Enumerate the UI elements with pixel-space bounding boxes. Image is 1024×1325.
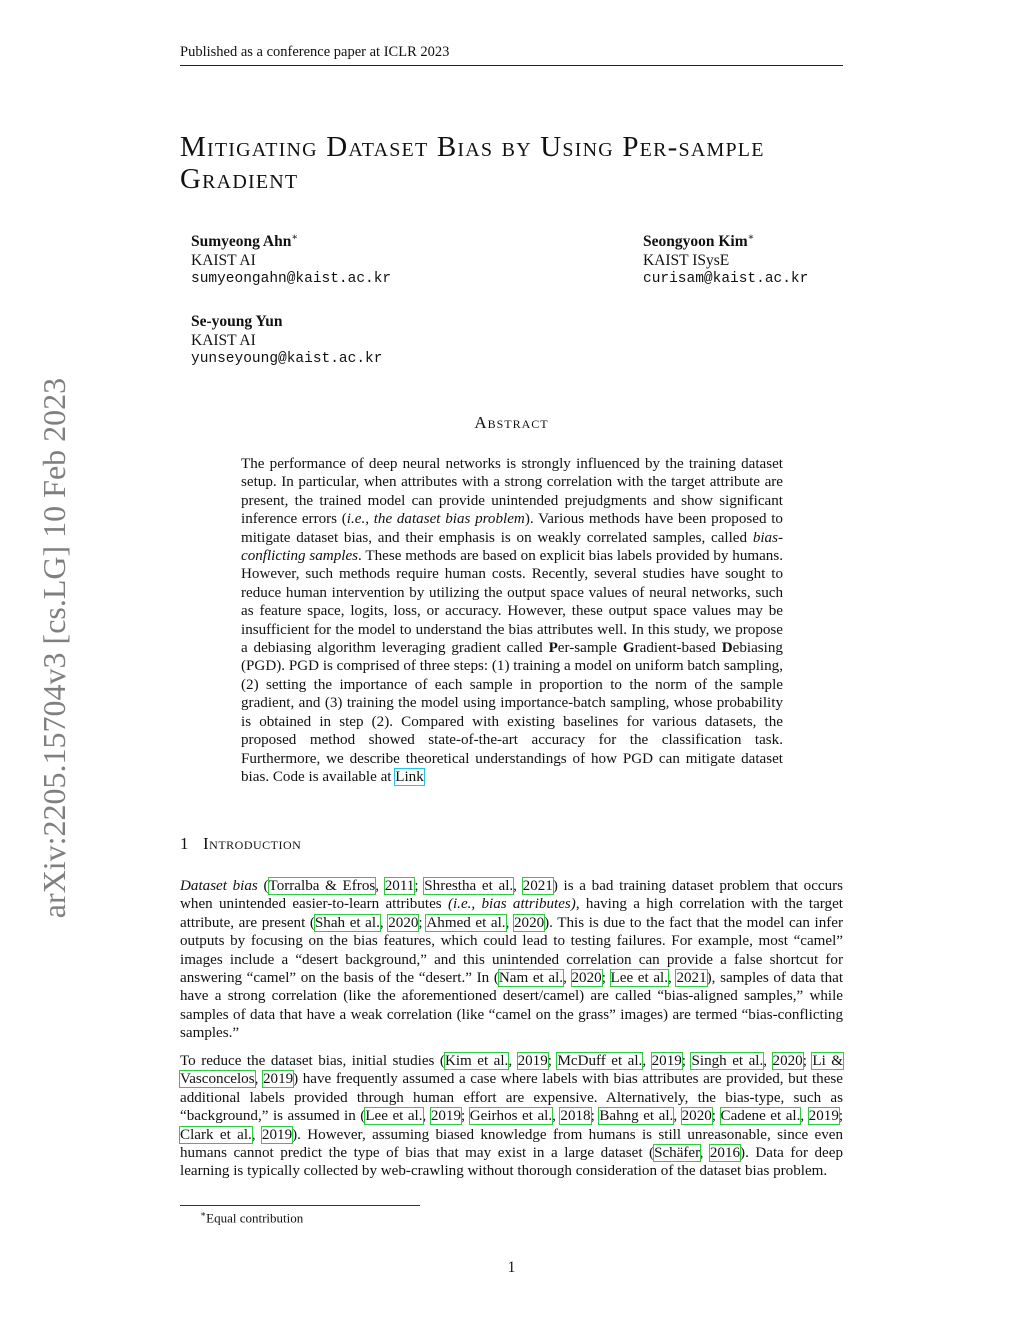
citation-link[interactable]: 2011 — [384, 878, 415, 894]
citation-link[interactable]: 2020 — [513, 914, 545, 931]
equal-contribution-mark: ∗ — [747, 232, 755, 243]
citation-link[interactable]: 2021 — [522, 878, 553, 894]
citation-link[interactable]: 2019 — [430, 1108, 462, 1125]
title-line-2: Gradient — [180, 163, 299, 195]
citation-link[interactable]: Li & Vasconcelos — [180, 1053, 844, 1088]
equal-contribution-mark: ∗ — [291, 232, 299, 243]
footnote-text: Equal contribution — [206, 1210, 304, 1226]
citation-link[interactable]: Shrestha et al. — [424, 878, 514, 894]
citation-link[interactable]: 2020 — [388, 914, 419, 931]
citation-link[interactable]: 2021 — [676, 970, 707, 987]
running-header: Published as a conference paper at ICLR 2023 — [180, 44, 450, 60]
citation-link[interactable]: Lee et al. — [610, 970, 669, 987]
paper-title — [180, 131, 860, 195]
citation-link[interactable]: Schäfer — [654, 1145, 700, 1162]
footnote-rule — [180, 1205, 420, 1206]
citation-link[interactable]: 2019 — [517, 1053, 548, 1069]
page-number: 1 — [507, 1259, 516, 1276]
intro-paragraph-1: Dataset bias (Torralba & Efros, 2011; Shrestha et al., 2021) is a bad training dataset problem that occurs when unintended easier-to-learn attributes (i.e., bias attributes), having a high correlation with the target attribute, are present (Shah et al., 2020; Ahmed et al., 2020). This is due to the fact that the model can infer outputs by focusing on the bias features, which could lead to testing failures. For example, most “camel” images include a “desert background,” and this unintended correlation can provide a false shortcut for answering “camel” on the basis of the “desert.” In (Nam et al., 2020; Lee et al., 2021), samples of data that have a strong correlation (like the aforementioned desert/camel) are called “bias-aligned samples,” while samples of data that have a weak correlation (like “camel on the grass” images) are termed “bias-conflicting samples.” — [180, 878, 844, 1042]
section-title: Introduction — [203, 834, 302, 853]
title-line-1: Mitigating Dataset Bias by Using Per-sample — [180, 131, 765, 163]
citation-link[interactable]: 2020 — [681, 1108, 712, 1125]
citation-link[interactable]: Nam et al. — [498, 970, 564, 987]
citation-link[interactable]: Kim et al. — [444, 1053, 509, 1069]
author-email[interactable]: curisam@kaist.ac.kr — [643, 271, 809, 288]
citation-link[interactable]: Shah et al. — [314, 914, 380, 931]
citation-link[interactable]: Torralba & Efros — [268, 878, 376, 894]
citation-link[interactable]: 2020 — [571, 970, 602, 987]
citation-link[interactable]: 2019 — [261, 1126, 293, 1143]
citation-link[interactable]: 2020 — [772, 1053, 803, 1069]
author-affiliation: KAIST ISysE — [643, 252, 730, 270]
intro-paragraph-2: To reduce the dataset bias, initial studies (Kim et al., 2019; McDuff et al., 2019; Singh et al., 2020; Li & Vasconcelos, 2019) have frequently assumed a case where labels with bias attributes are provided, but these additional labels provided through human effort are expensive. Alternatively, the bias-type, such as “background,” is assumed in (Lee et al., 2019; Geirhos et al., 2018; Bahng et al., 2020; Cadene et al., 2019; Clark et al., 2019). However, assuming biased knowledge from humans is still unreasonable, since even humans cannot predict the type of bias that may exist in a large dataset (Schäfer, 2016). Data for deep learning is typically collected by web-crawling without thorough consideration of the dataset bias problem. — [180, 1053, 844, 1180]
citation-link[interactable]: 2019 — [808, 1108, 839, 1125]
citation-link[interactable]: Bahng et al. — [599, 1108, 674, 1125]
citation-link[interactable]: Ahmed et al. — [426, 914, 506, 931]
citation-link[interactable]: Singh et al. — [691, 1053, 764, 1069]
footnote — [200, 1209, 303, 1226]
citation-link[interactable]: Clark et al. — [180, 1126, 252, 1143]
citation-link[interactable]: 2019 — [651, 1053, 682, 1069]
author-block-1 — [191, 228, 391, 289]
author-email[interactable]: yunseyoung@kaist.ac.kr — [191, 351, 383, 367]
citation-link[interactable]: Cadene et al. — [720, 1108, 801, 1125]
arxiv-stamp[interactable]: arXiv:2205.15704v3 [cs.LG] 10 Feb 2023 — [36, 377, 72, 919]
citation-link[interactable]: Lee et al. — [365, 1108, 423, 1125]
author-name: Se-young Yun — [191, 313, 283, 330]
code-link[interactable]: Link — [395, 768, 424, 785]
footnote-mark: ∗ — [200, 1209, 207, 1219]
author-email[interactable]: sumyeongahn@kaist.ac.kr — [191, 271, 392, 288]
author-name: Sumyeong Ahn — [191, 233, 292, 251]
abstract-heading: Abstract — [474, 413, 549, 432]
author-affiliation: KAIST AI — [191, 332, 256, 349]
citation-link[interactable]: 2018 — [560, 1108, 591, 1125]
citation-link[interactable]: McDuff et al. — [557, 1053, 643, 1069]
section-number: 1 — [180, 834, 189, 853]
author-name: Seongyoon Kim — [643, 233, 748, 251]
citation-link[interactable]: Geirhos et al. — [469, 1108, 553, 1125]
citation-link[interactable]: 2019 — [262, 1071, 294, 1088]
author-block-2 — [643, 228, 808, 289]
section-heading-introduction — [180, 834, 301, 854]
citation-link[interactable]: 2016 — [709, 1145, 741, 1162]
author-block-3 — [191, 312, 382, 369]
author-affiliation: KAIST AI — [191, 252, 256, 270]
abstract-body: The performance of deep neural networks is strongly influenced by the training dataset setup. In particular, when attributes with a strong correlation with the target attribute are present, the trained model can provide unintended prejudgments and show significant inference errors (i.e., the dataset bias problem). Various methods have been proposed to mitigate dataset bias, and their emphasis is on weakly correlated samples, called bias-conflicting samples. These methods are based on explicit bias labels provided by humans. However, such methods require human costs. Recently, several studies have sought to reduce human intervention by utilizing the output space values of neural networks, such as feature space, logits, loss, or accuracy. However, these output space values may be insufficient for the model to understand the bias attributes well. In this study, we propose a debiasing algorithm leveraging gradient called Per-sample Gradient-based Debiasing (PGD). PGD is comprised of three steps: (1) training a model on uniform batch sampling, (2) setting the importance of each sample in proportion to the norm of the sample gradient, and (3) training the model using importance-batch sampling, whose probability is obtained in step (2). Compared with existing baselines for various datasets, the proposed method showed state-of-the-art accuracy for the classification task. Furthermore, we describe theoretical understandings of how PGD can mitigate dataset bias. Code is available at Link — [241, 456, 784, 785]
header-rule — [180, 65, 843, 66]
